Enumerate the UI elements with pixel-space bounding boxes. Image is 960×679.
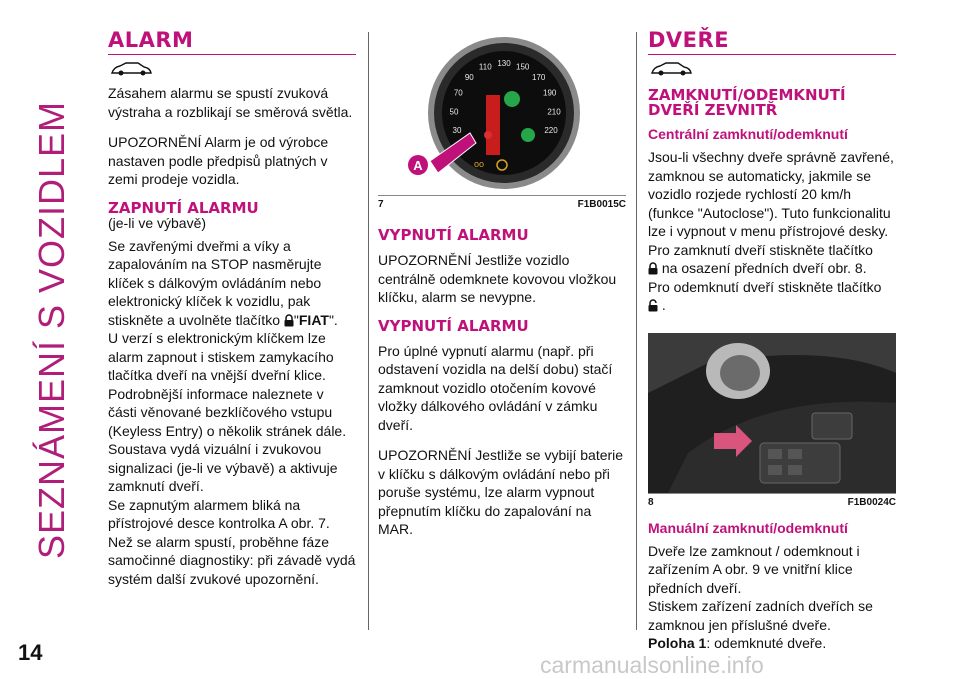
side-section-title: SEZNÁMENÍ S VOZIDLEM — [31, 100, 72, 560]
paragraph — [648, 296, 896, 315]
figure-code: F1B0024C — [847, 496, 896, 508]
paragraph: U verzí s elektronickým klíčkem lze alarm zapnout i stiskem zamykacího tlačítka dveří na vnější dveřní klice. — [108, 330, 334, 383]
watermark: carmanualsonline.info — [540, 652, 764, 678]
gauge-tick-label: 30 — [452, 126, 462, 136]
lock-closed-icon — [648, 262, 658, 275]
subheading-zamknuti — [648, 88, 896, 118]
position-label: Poloha 1 — [648, 635, 707, 651]
figure-caption — [648, 497, 896, 508]
paragraph — [648, 634, 896, 653]
paragraph: Pro odemknutí dveří stiskněte tlačítko — [648, 278, 882, 295]
column-divider-1 — [368, 32, 369, 630]
paragraph: UPOZORNĚNÍ Alarm je od výrobce nastaven podle předpisů platných v zemi prodeje vozidla. — [108, 134, 329, 187]
section-heading-alarm: ALARM — [108, 28, 356, 55]
lock-open-icon — [648, 299, 658, 312]
gauge-tick-label: 50 — [449, 107, 459, 117]
paragraph: Podrobnější informace naleznete v části věnované bezklíčového vstupu (Keyless Entry) o několik stránek dále. — [108, 385, 347, 439]
paragraph-text: Se zavřenými dveřmi a víky a zapalováním na STOP nasměrujte klíček s dálkovým ovládáním nebo elektronický klíček k vozidlu, pak stiskněte a uvolněte tlačítko — [108, 237, 322, 328]
paragraph: Soustava vydá vizuální i zvukovou signalizaci (je-li ve výbavě) a aktivuje zamknutí dveří. — [108, 441, 338, 494]
paragraph: Než se alarm spustí, proběhne fáze samočinné diagnostiky: při závadě vydá systém další zvukové upozornění. — [108, 533, 356, 587]
heading-manual: Manuální zamknutí/odemknutí — [648, 519, 848, 536]
section-heading-dvere: DVEŘE — [648, 28, 896, 55]
figure-8 — [648, 333, 896, 494]
column-divider-2 — [636, 32, 637, 630]
paragraph: Dveře lze zamknout / odemknout i zařízením A obr. 9 ve vnitřní klice předních dveří. — [648, 542, 860, 596]
paragraph — [108, 237, 356, 330]
column-alarm-off — [378, 35, 626, 539]
gauge-tick-label: 170 — [532, 73, 546, 82]
lock-icon — [284, 314, 294, 327]
figure-caption — [378, 199, 626, 210]
figure-7 — [378, 35, 626, 196]
paragraph — [648, 259, 896, 278]
quote-mark: " — [293, 311, 299, 328]
door-panel-image — [648, 333, 896, 493]
gauge-tick-label: 150 — [516, 62, 530, 72]
speedometer-image — [378, 35, 626, 195]
paragraph: Pro úplné vypnutí alarmu (např. při odstavení vozidla na delší dobu) stačí zamknout vozidlo otočením kovové vložky dálkového ovládání v zámku dveří. — [378, 342, 613, 433]
gauge-tick-label: 110 — [478, 62, 492, 72]
gauge-tick-label: 190 — [543, 88, 557, 98]
gauge-tick-label: 130 — [497, 59, 511, 68]
figure-number: 8 — [648, 496, 654, 508]
paragraph-text: . — [661, 297, 666, 313]
paragraph: UPOZORNĚNÍ Jestliže se vybijí baterie v klíčku s dálkovým ovládání nebo při poruše systému, lze alarm vypnout přepnutím klíčku do zapalování na MAR. — [378, 447, 624, 537]
column-doors — [648, 28, 896, 653]
svg-text:oo: oo — [474, 159, 485, 169]
callout-a-label: A — [413, 158, 423, 173]
car-icon — [110, 59, 154, 77]
quote-mark: ". — [328, 311, 338, 328]
gauge-tick-label: 220 — [544, 126, 558, 136]
fiat-label: FIAT — [298, 311, 329, 328]
subheading-vypnuti: VYPNUTÍ ALARMU — [378, 226, 529, 244]
paragraph: Stiskem zařízení zadních dveřích se zamknou jen příslušné dveře. — [648, 598, 873, 633]
paragraph-text: na osazení předních dveří obr. 8. — [661, 260, 867, 276]
paragraph: Se zapnutým alarmem bliká na přístrojové desce kontrolka A obr. 7. — [108, 496, 330, 531]
heading-central: Centrální zamknutí/odemknutí — [648, 126, 848, 142]
subheading-vypnuti-2: VYPNUTÍ ALARMU — [378, 316, 529, 335]
subheading-note: (je-li ve výbavě) — [108, 214, 207, 231]
page-number: 14 — [18, 640, 43, 665]
paragraph: UPOZORNĚNÍ Jestliže vozidlo centrálně odemknete kovovou vložkou klíčku, alarm se nevypne. — [378, 252, 617, 305]
paragraph-text: : odemknuté dveře. — [706, 635, 827, 651]
gauge-tick-label: 210 — [547, 107, 561, 117]
subheading-zapnuti: ZAPNUTÍ ALARMU — [108, 198, 259, 217]
car-icon — [650, 59, 694, 77]
paragraph: Zásahem alarmu se spustí zvuková výstraha a rozblikají se směrová světla. — [108, 85, 353, 120]
subheading-line: ZAMKNUTÍ/ODEMKNUTÍ — [648, 86, 846, 104]
paragraph: Jsou-li všechny dveře správně zavřené, zamknou se automaticky, jakmile se vozidlo rozjede rychlostí 20 km/h (funkce "Autoclose"). Tuto funkcionalitu lze i vypnout v menu přístrojové desky. — [648, 149, 894, 239]
gauge-tick-label: 70 — [453, 88, 463, 98]
gauge-tick-label: 90 — [464, 73, 474, 82]
column-alarm — [108, 28, 356, 588]
figure-code: F1B0015C — [577, 199, 626, 210]
subheading-line: DVEŘÍ ZEVNITŘ — [648, 101, 778, 119]
figure-number: 7 — [378, 199, 384, 210]
paragraph: Pro zamknutí dveří stiskněte tlačítko — [648, 241, 873, 258]
